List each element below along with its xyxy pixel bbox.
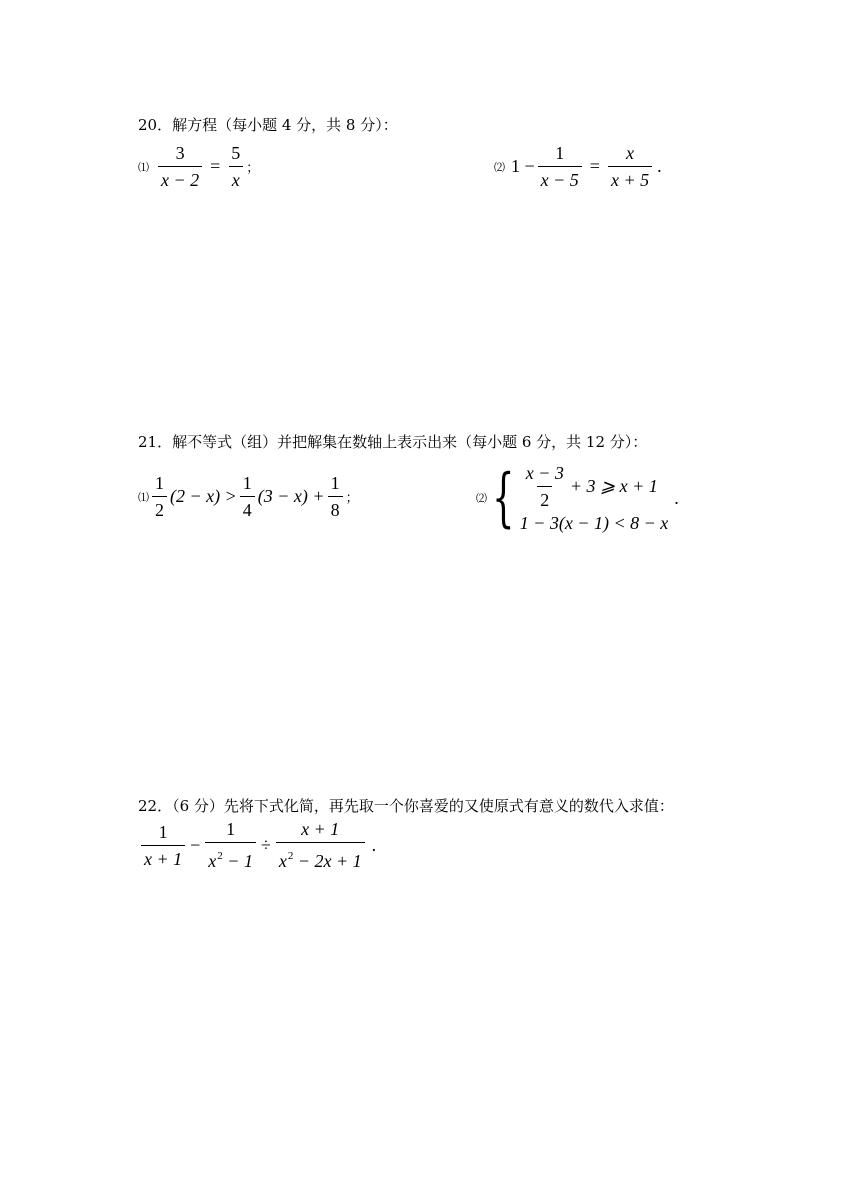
q20-part2-label: ⑵ xyxy=(494,161,505,174)
denominator: x − 5 xyxy=(538,166,582,191)
terminator: ； xyxy=(246,160,260,175)
denominator: 8 xyxy=(328,496,343,521)
minus-sign: − xyxy=(190,834,201,855)
terminator: . xyxy=(371,834,377,855)
q22-fraction-3 xyxy=(276,818,365,872)
system-brace: { xyxy=(492,461,515,535)
denominator: x + 1 xyxy=(141,845,185,870)
equals-sign: = xyxy=(210,156,221,176)
den-exponent: 2 xyxy=(287,850,294,862)
q22-stem: 22．（6 分）先将下式化简，再先取一个你喜爱的又使原式有意义的数代入求值： xyxy=(138,797,674,815)
lead-term: 1 − xyxy=(511,156,535,176)
numerator: 1 xyxy=(330,473,340,493)
q22-fraction-1 xyxy=(141,821,185,870)
denominator: x − 2 xyxy=(158,166,202,191)
q21-part2 xyxy=(476,462,679,534)
q21-part2-label: ⑵ xyxy=(476,493,487,505)
terminator: . xyxy=(674,487,679,508)
den-exponent: 2 xyxy=(217,850,223,862)
denominator: 2 xyxy=(537,486,552,511)
q20-part1-label: ⑴ xyxy=(138,161,149,174)
term-2: (3 − x) + xyxy=(257,486,325,506)
numerator: 5 xyxy=(231,143,241,163)
denominator: x + 5 xyxy=(608,166,652,191)
den-rest: − 1 xyxy=(222,851,253,871)
row-2-text: 1 − 3(x − 1) < 8 − x xyxy=(519,513,669,533)
q21-stem: 21．解不等式（组）并把解集在数轴上表示出来（每小题 6 分，共 12 分）： xyxy=(138,433,648,451)
denominator xyxy=(276,842,365,872)
numerator: 1 xyxy=(242,473,252,493)
numerator: 1 xyxy=(226,819,236,839)
q20-p2-fraction-1 xyxy=(538,142,582,191)
terminator: ； xyxy=(345,490,359,505)
denominator: 2 xyxy=(152,496,167,521)
system-row-2 xyxy=(520,513,669,534)
denominator: 4 xyxy=(240,496,255,521)
equals-sign: = xyxy=(589,156,600,176)
q21-p1-fraction-2 xyxy=(240,472,255,521)
numerator: x xyxy=(626,143,635,163)
den-base: x xyxy=(278,851,287,871)
numerator: x + 1 xyxy=(301,819,340,839)
den-base: x xyxy=(208,851,217,871)
q20-p1-fraction-1 xyxy=(158,142,202,191)
numerator: x − 3 xyxy=(525,463,564,483)
q20-stem: 20．解方程（每小题 4 分，共 8 分）： xyxy=(138,116,398,134)
q21-p1-fraction-3 xyxy=(328,472,343,521)
q21-part1-label: ⑴ xyxy=(138,491,149,504)
numerator: 3 xyxy=(175,143,185,163)
divide-sign: ÷ xyxy=(260,834,271,855)
q21-p2-fraction xyxy=(523,462,567,511)
den-rest: − 2x + 1 xyxy=(293,851,362,871)
q20-part2 xyxy=(494,142,662,191)
q20-part1 xyxy=(138,142,259,191)
numerator: 1 xyxy=(555,143,565,163)
row-1-rest: + 3 ⩾ x + 1 xyxy=(569,476,658,496)
q21-part1 xyxy=(138,472,359,521)
q21-p1-fraction-1 xyxy=(152,472,167,521)
q20-p2-fraction-2 xyxy=(608,142,652,191)
denominator xyxy=(205,842,256,872)
numerator: 1 xyxy=(158,821,168,842)
inequality-system xyxy=(520,462,669,534)
numerator: 1 xyxy=(155,473,164,493)
q20-p1-fraction-2 xyxy=(228,142,243,191)
denominator: x xyxy=(229,166,243,191)
term-1: (2 − x) > xyxy=(170,486,237,506)
q22-fraction-2 xyxy=(205,818,256,872)
q22-expression xyxy=(138,818,376,872)
system-row-1 xyxy=(520,462,669,511)
terminator: . xyxy=(657,156,662,176)
